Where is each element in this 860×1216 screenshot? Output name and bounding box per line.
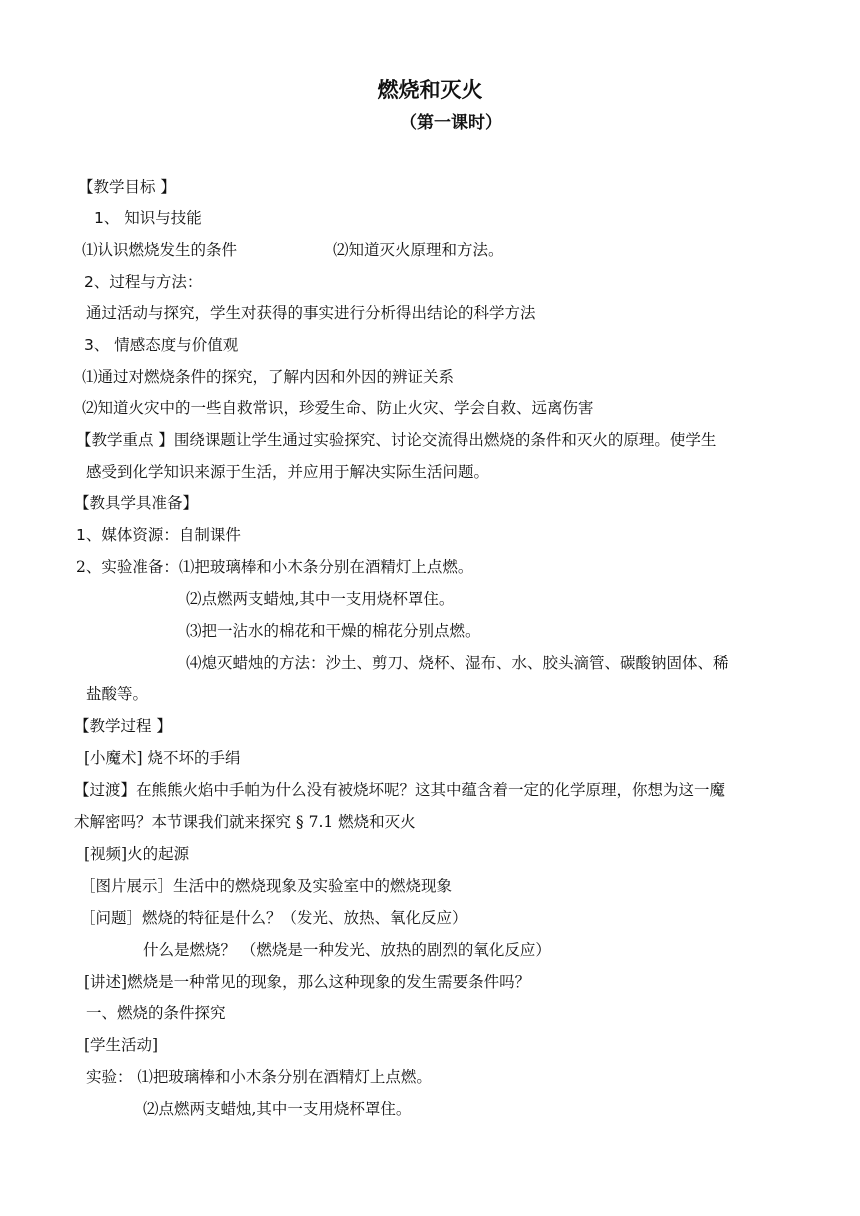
preparation-2d-cont: 盐酸等。 bbox=[86, 685, 149, 703]
objective-1-heading: 1、 知识与技能 bbox=[94, 209, 202, 227]
preparation-2b: ⑵点燃两支蜡烛,其中一支用烧杯罩住。 bbox=[186, 590, 455, 608]
process-heading: 【教学过程 】 bbox=[74, 717, 172, 735]
magic-trick: [小魔术] 烧不坏的手绢 bbox=[84, 749, 241, 767]
objective-1a: ⑴认识燃烧发生的条件 bbox=[82, 241, 238, 259]
preparation-1: 1、媒体资源：自制课件 bbox=[76, 526, 241, 544]
key-points-line1: 【教学重点 】围绕课题让学生通过实验探究、讨论交流得出燃烧的条件和灭火的原理。使学生 bbox=[76, 431, 717, 449]
objective-2-heading: 2、过程与方法： bbox=[84, 273, 203, 291]
transition-line1: 【过渡】在熊熊火焰中手帕为什么没有被烧坏呢？这其中蕴含着一定的化学原理，你想为这一魔 bbox=[74, 781, 726, 799]
question-1: ［问题］燃烧的特征是什么？（发光、放热、氧化反应） bbox=[80, 909, 468, 927]
video-line: [视频]火的起源 bbox=[84, 845, 190, 863]
preparation-heading: 【教具学具准备】 bbox=[74, 494, 199, 512]
transition-line2: 术解密吗？本节课我们就来探究 § 7.1 燃烧和灭火 bbox=[74, 813, 416, 831]
key-points-line2: 感受到化学知识来源于生活，并应用于解决实际生活问题。 bbox=[86, 463, 490, 481]
experiment-1: 实验： ⑴把玻璃棒和小木条分别在酒精灯上点燃。 bbox=[86, 1068, 432, 1086]
page-title: 燃烧和灭火 bbox=[377, 78, 483, 102]
experiment-2: ⑵点燃两支蜡烛,其中一支用烧杯罩住。 bbox=[143, 1100, 412, 1118]
preparation-2d: ⑷熄灭蜡烛的方法：沙土、剪刀、烧杯、湿布、水、胶头滴管、碳酸钠固体、稀 bbox=[186, 654, 729, 672]
objective-2-text: 通过活动与探究，学生对获得的事实进行分析得出结论的科学方法 bbox=[86, 304, 536, 322]
preparation-2c: ⑶把一沾水的棉花和干燥的棉花分别点燃。 bbox=[186, 622, 481, 640]
objective-3a: ⑴通过对燃烧条件的探究，了解内因和外因的辨证关系 bbox=[82, 368, 455, 386]
student-activity: [学生活动] bbox=[84, 1036, 159, 1054]
page-subtitle: （第一课时） bbox=[400, 113, 502, 133]
lecture-line: [讲述]燃烧是一种常见的现象，那么这种现象的发生需要条件吗？ bbox=[84, 973, 531, 991]
pictures-line: ［图片展示］生活中的燃烧现象及实验室中的燃烧现象 bbox=[80, 877, 453, 895]
objective-3-heading: 3、 情感态度与价值观 bbox=[84, 336, 239, 354]
section-1-heading: 一、燃烧的条件探究 bbox=[86, 1004, 226, 1022]
objective-1b: ⑵知道灭火原理和方法。 bbox=[333, 241, 504, 259]
objective-3b: ⑵知道火灾中的一些自救常识，珍爱生命、防止火灾、学会自救、远离伤害 bbox=[82, 399, 594, 417]
objectives-heading: 【教学目标 】 bbox=[78, 178, 176, 196]
preparation-2: 2、实验准备：⑴把玻璃棒和小木条分别在酒精灯上点燃。 bbox=[76, 558, 474, 576]
question-2: 什么是燃烧？ （燃烧是一种发光、放热的剧烈的氧化反应） bbox=[143, 941, 551, 959]
